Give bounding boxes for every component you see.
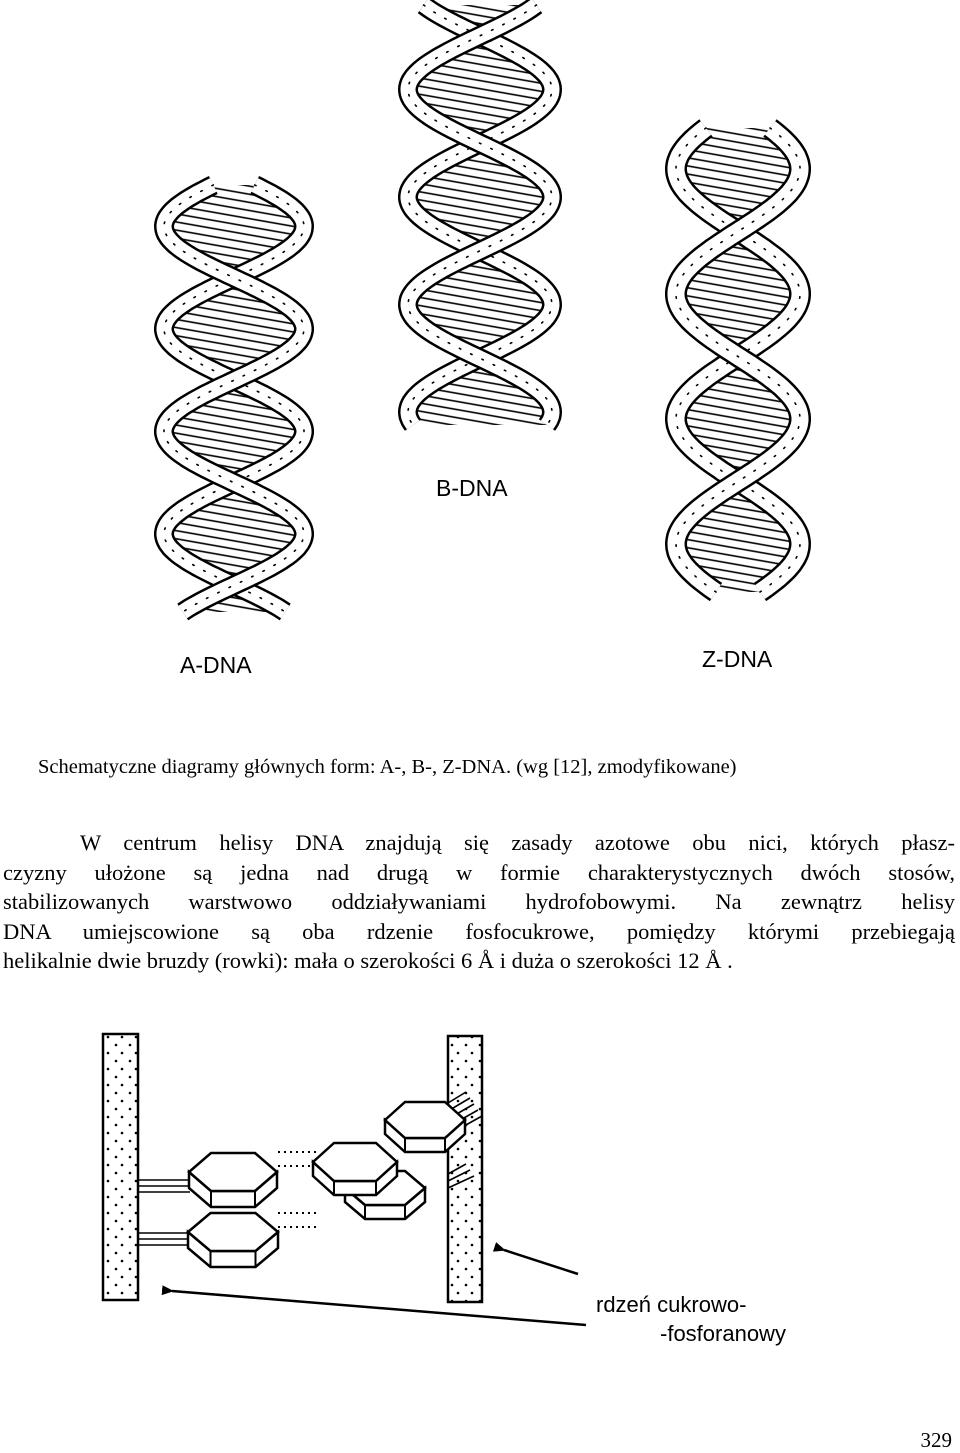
label-a-dna: A-DNA bbox=[180, 652, 252, 678]
paragraph-line: stabilizowanych warstwowo oddziaływaniami hydrofobowymi. Na zewnątrz helisy bbox=[3, 889, 955, 915]
label-z-dna: Z-DNA bbox=[702, 646, 773, 672]
backbone-left bbox=[103, 1034, 138, 1300]
paragraph-line: czyzny ułożone są jedna nad drugą w formie charakterystycznych dwóch stosów, bbox=[3, 859, 955, 885]
paragraph-line: W centrum helisy DNA znajdują się zasady azotowe obu nici, których płasz- bbox=[80, 830, 955, 855]
backbone-label-line1: rdzeń cukrowo- bbox=[596, 1292, 747, 1317]
paragraph-line: helikalnie dwie bruzdy (rowki): mała o szerokości 6 Å i duża o szerokości 12 Å . bbox=[3, 948, 733, 974]
base-stack-diagram bbox=[103, 1034, 482, 1302]
figure-caption: Schematyczne diagramy głównych form: A-, B-, Z-DNA. (wg [12], zmodyfikowane) bbox=[38, 756, 737, 778]
arrow-to-right-backbone bbox=[504, 1250, 578, 1274]
backbone-right bbox=[448, 1036, 482, 1302]
page-number: 329 bbox=[920, 1428, 952, 1452]
body-paragraph bbox=[3, 828, 955, 976]
base-hexagons bbox=[188, 1102, 465, 1267]
z-dna-helix bbox=[676, 128, 800, 592]
label-b-dna: B-DNA bbox=[436, 475, 508, 501]
hydrogen-bonds bbox=[278, 1152, 316, 1227]
paragraph-line: DNA umiejscowione są oba rdzenie fosfocukrowe, pomiędzy którymi przebiegają bbox=[3, 918, 955, 944]
a-dna-helix bbox=[164, 185, 304, 612]
backbone-label-line2: -fosforanowy bbox=[660, 1321, 786, 1346]
arrow-to-left-backbone bbox=[172, 1291, 586, 1325]
b-dna-helix bbox=[408, 5, 552, 425]
